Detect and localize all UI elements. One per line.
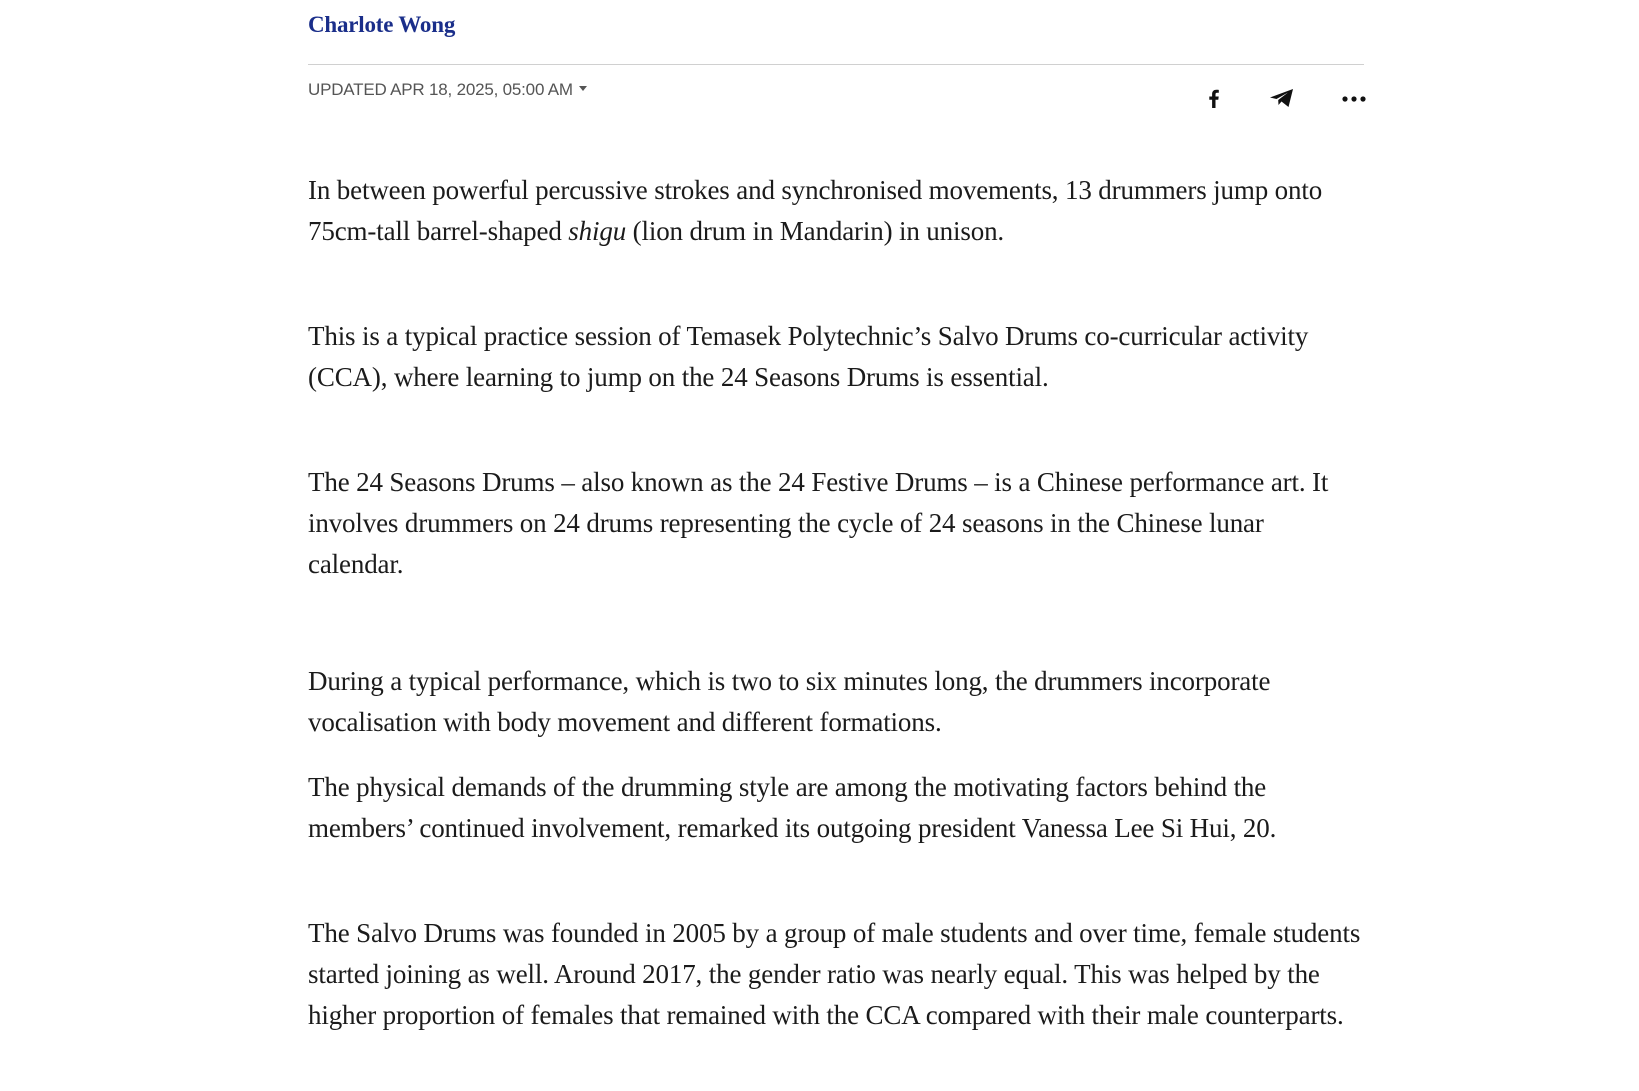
paragraph-1-text-a: In between powerful percussive strokes and synchronised movements, 13 drummers jump onto 75cm-tall barrel-shaped	[308, 175, 1323, 246]
facebook-icon	[1202, 86, 1226, 110]
author-link[interactable]: Charlote Wong	[308, 12, 456, 37]
caret-down-icon	[579, 86, 587, 91]
paragraph-1-italic-term: shigu	[568, 216, 627, 246]
paragraph-1-text-b: (lion drum in Mandarin) in unison.	[626, 216, 1005, 246]
facebook-share-button[interactable]	[1196, 80, 1232, 116]
article-paragraph-4: During a typical performance, which is two to six minutes long, the drummers incorporate vocalisation with body movement and different formations.	[308, 666, 1271, 737]
article-paragraph-5: The physical demands of the drumming style are among the motivating factors behind the members’ continued involvement, remarked its outgoing president Vanessa Lee Si Hui, 20.	[308, 772, 1277, 843]
article-paragraph-2: This is a typical practice session of Temasek Polytechnic’s Salvo Drums co-curricular activity (CCA), where learning to jump on the 24 Seasons Drums is essential.	[308, 321, 1309, 392]
more-options-button[interactable]	[1336, 80, 1372, 116]
telegram-share-button[interactable]	[1264, 80, 1300, 116]
byline-divider	[308, 64, 1364, 65]
meta-row	[308, 80, 1368, 110]
more-options-icon	[1340, 86, 1368, 110]
telegram-icon	[1268, 86, 1296, 110]
article-paragraph-1	[308, 170, 1364, 252]
updated-timestamp-toggle[interactable]	[308, 80, 587, 100]
article-paragraph-6: The Salvo Drums was founded in 2005 by a group of male students and over time, female students started joining as well. Around 2017, the gender ratio was nearly equal. This was helped by the higher proportion of females that remained with the CCA compared with their male counterparts.	[308, 918, 1361, 1030]
article-paragraph-3: The 24 Seasons Drums – also known as the 24 Festive Drums – is a Chinese performance art. It involves drummers on 24 drums representing the cycle of 24 seasons in the Chinese lunar calendar.	[308, 467, 1329, 579]
updated-timestamp: UPDATED APR 18, 2025, 05:00 AM	[308, 80, 573, 99]
